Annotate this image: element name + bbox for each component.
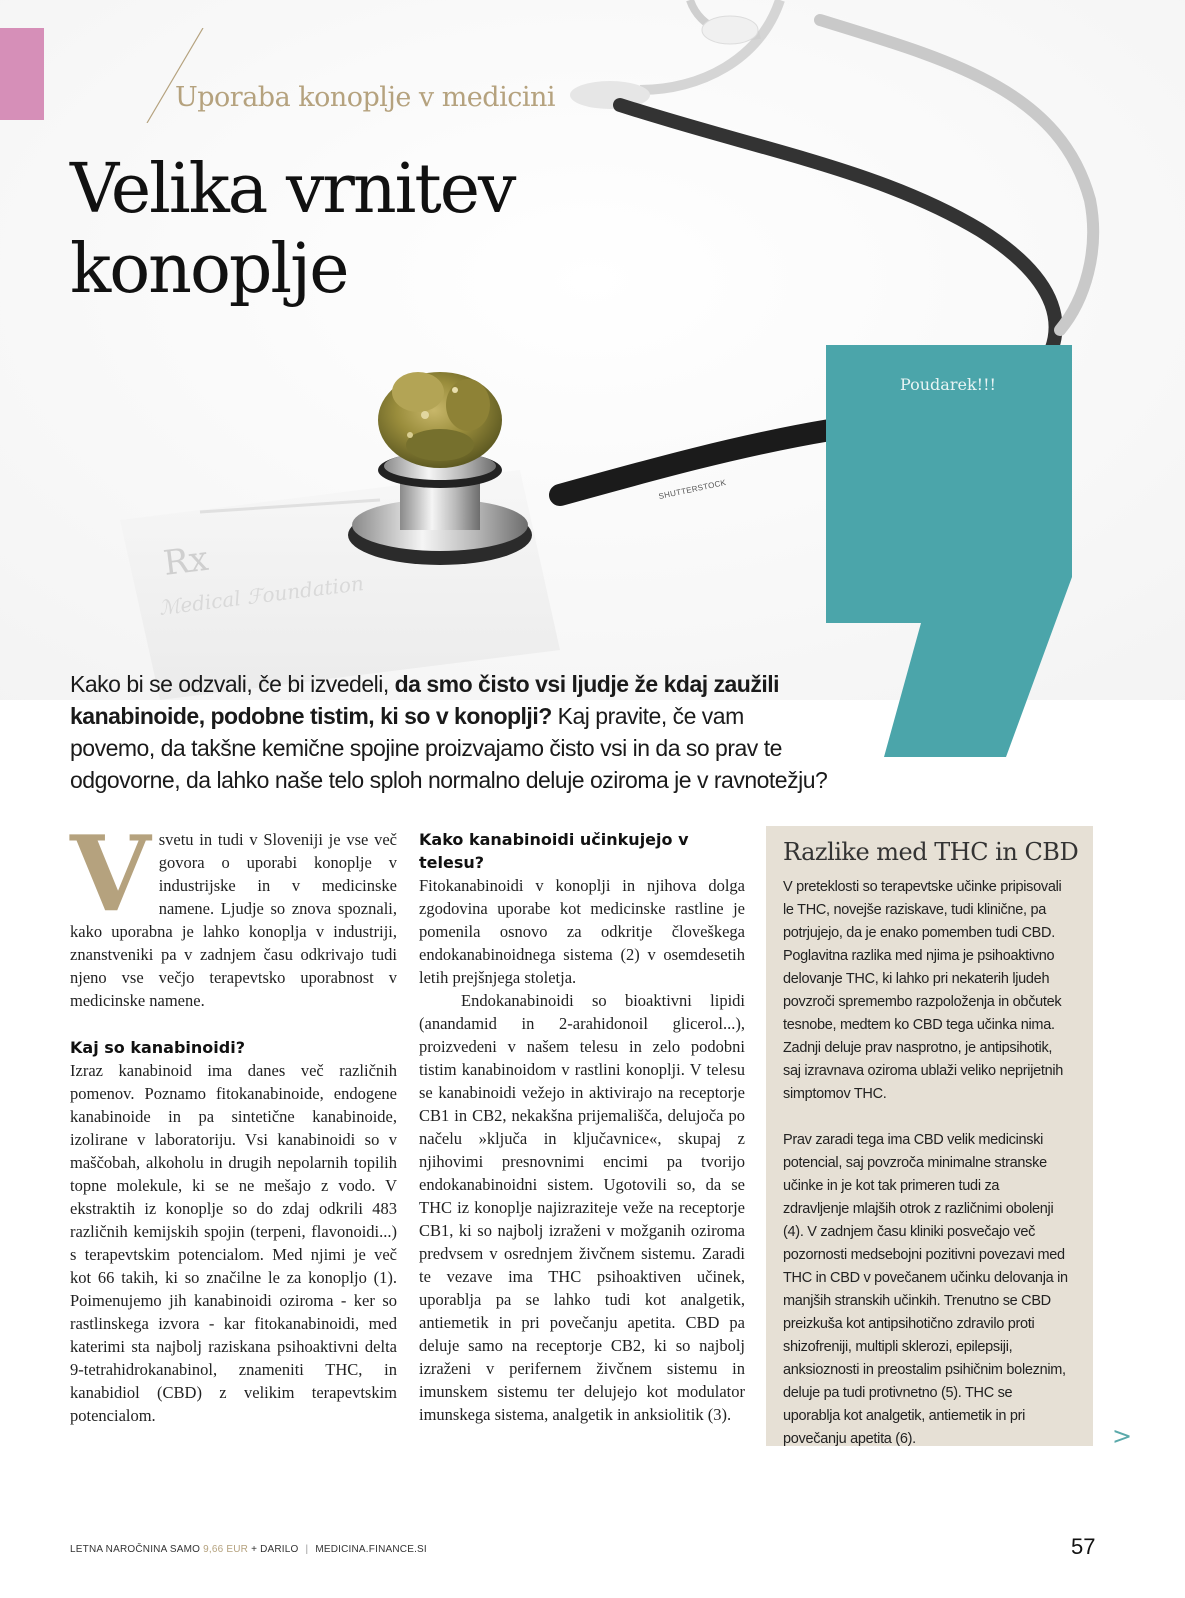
lead-text-2: Kaj pravite, če vam povemo, da takšne kemične spojine proizvajamo čisto vsi in da so prav te odgovorne, da lahko naše telo sploh normalno deluje oziroma je v ravnotežju? bbox=[70, 703, 828, 793]
footer-subscription-suffix: + DARILO bbox=[251, 1544, 299, 1555]
lead-bold-text: da smo čisto vsi ljudje že kdaj zaužili kanabinoide, podobne tistim, ki so v konoplji? bbox=[70, 671, 780, 729]
intro-paragraph: svetu in tudi v Sloveniji je vse več govora o uporabi konoplje v industrijske in v medicinske namene. Ljudje so znova spoznali, kako uporabna je lahko konoplja v industriji, znanstveniki pa v zadnjem času odkrivajo tudi njeno vse večjo terapevtsko uporabnost v medicinske namene. bbox=[70, 830, 397, 1010]
footer-price: 9,66 EUR bbox=[203, 1544, 249, 1555]
footer-subscription-prefix: LETNA NAROČNINA SAMO bbox=[70, 1544, 201, 1555]
footer-website-link[interactable]: MEDICINA.FINANCE.SI bbox=[315, 1544, 427, 1555]
svg-text:ℳedical ℱoundation: ℳedical ℱoundation bbox=[157, 571, 365, 620]
headline-line-1: Velika vrnitev bbox=[70, 150, 515, 229]
subheading-what-are-cannabinoids: Kaj so kanabinoidi? bbox=[70, 1038, 245, 1057]
body-paragraph: Izraz kanabinoid ima danes več različnih pomenov. Poznamo fitokanabinoide, endogene kanabinoide in pa sintetične kanabinoide, izolirane v laboratoriju. Vsi kanabinoidi so v maščobah, alkoholu in drugih nepolarnih topilih topne molekule, ki se ne mešajo z vodo. V ekstraktih iz konoplje so do zdaj odkrili 483 različnih kemijskih spojin (terpeni, flavonoidi...) s terapevtskim potencialom. Med njimi je več kot 66 takih, ki so značilne le za konopljo (1). Poimenujemo jih kanabinoidi oziroma - ker so rastlinskega izvora - kar fitokanabinoidi, med katerimi sta najbolj raziskana psihoaktivni delta 9-tetrahidrokanabinol, znameniti THC, in kanabidiol (CBD) z velikim terapevtskim potencialom. bbox=[70, 1061, 397, 1425]
body-paragraph-2: Endokanabinoidi so bioaktivni lipidi (anandamid in 2-arahidonoil glicerol...), proizvedeni v našem telesu in zelo podobni tistim kanabinoidom v rastlini konoplji. V telesu se kanabinoidi vežejo in aktivirajo na receptorje CB1 in CB2, nekakšna prijemališča, delujoča po načelu »ključa in ključavnice«, skupaj z njihovimi presnovnimi encimi pa tvorijo endokanabinoidni sistem. Ugotovili so, da se THC iz konoplje najizraziteje veže na receptorje CB1, ki so najbolj izraženi v možganih oziroma predvsem v osrednjem živčnem sistemu. Zaradi te vezave ima THC psihoaktiven učinek, uporablja pa se lahko tudi kot analgetik, antiemetik in pri povečanju apetita. CBD pa deluje samo na receptorje CB2, ki so najbolj izraženi v perifernem živčnem sistemu in imunskem sistemu ter delujejo kot modulator imunskega sistema, analgetik in anksiolitik (3). bbox=[419, 991, 745, 1424]
sidebar-paragraph-1: V preteklosti so terapevtske učinke pripisovali le THC, novejše raziskave, tudi klinične, pa potrjujejo, da je enako pomemben tudi CBD. Poglavitna razlika med njima je psihoaktivno delovanje THC, ki lahko pri nekaterih ljudeh povzroči spremembo razpoloženja in občutek tesnobe, medtem ko CBD tega učinka nima. Zadnji deluje prav nasprotno, je antipsihotik, saj izravnava oziroma ublaži veliko neprijetnih simptomov THC. bbox=[783, 879, 1064, 1102]
accent-label: Poudarek!!! bbox=[900, 375, 996, 394]
section-color-tab bbox=[0, 28, 44, 120]
photo-credit: SHUTTERSTOCK bbox=[657, 477, 727, 502]
section-label: Uporaba konoplje v medicini bbox=[175, 82, 555, 113]
sidebar-paragraph-2: Prav zaradi tega ima CBD velik medicinski potencial, saj povzroča minimalne stranske učinke in je kot tak primeren tudi za zdravljenje mlajših otrok z različnimi obolenji (4). V zadnjem času kliniki posvečajo več pozornosti medsebojni pozitivni povezavi med THC in CBD v povečanem učinku delovanja in manjših stranskih učinkih. Trenutno se CBD preizkuša kot antipsihotično zdravilo proti shizofreniji, multipli sklerozi, epilepsiji, anksioznosti in preostalim psihičnim boleznim, deluje pa tudi protivnetno (5). THC se uporablja kot analgetik, antiemetik in pri povečanju apetita (6). bbox=[783, 1132, 1068, 1447]
next-page-arrow-icon[interactable]: > bbox=[1112, 1422, 1133, 1450]
svg-text:Rx: Rx bbox=[161, 538, 211, 584]
headline-line-2: konoplje bbox=[70, 230, 348, 309]
footer-separator: | bbox=[305, 1544, 309, 1555]
drop-cap: V bbox=[70, 812, 151, 935]
body-paragraph-1: Fitokanabinoidi v konoplji in njihova dolga zgodovina uporabe kot medicinske rastline je pomenila osnovo za odkritje človeškega endokanabinoidnega sistema (2) v osemdesetih letih prejšnjega stoletja. bbox=[419, 876, 745, 987]
lead-paragraph bbox=[70, 668, 830, 796]
article-headline bbox=[70, 150, 514, 310]
sidebar-title: Razlike med THC in CBD bbox=[783, 838, 1079, 866]
sidebar-box bbox=[766, 826, 1093, 1446]
footer bbox=[70, 1544, 427, 1555]
sidebar-body bbox=[783, 876, 1068, 1451]
page-number: 57 bbox=[1071, 1534, 1096, 1559]
subheading-how-cannabinoids-work: Kako kanabinoidi učinkujejo v telesu? bbox=[419, 830, 689, 872]
quote-mark-decoration bbox=[826, 345, 1076, 757]
lead-text-1: Kako bi se odzvali, če bi izvedeli, bbox=[70, 671, 395, 697]
article-column-1 bbox=[70, 812, 397, 1427]
article-column-2 bbox=[419, 828, 745, 1426]
